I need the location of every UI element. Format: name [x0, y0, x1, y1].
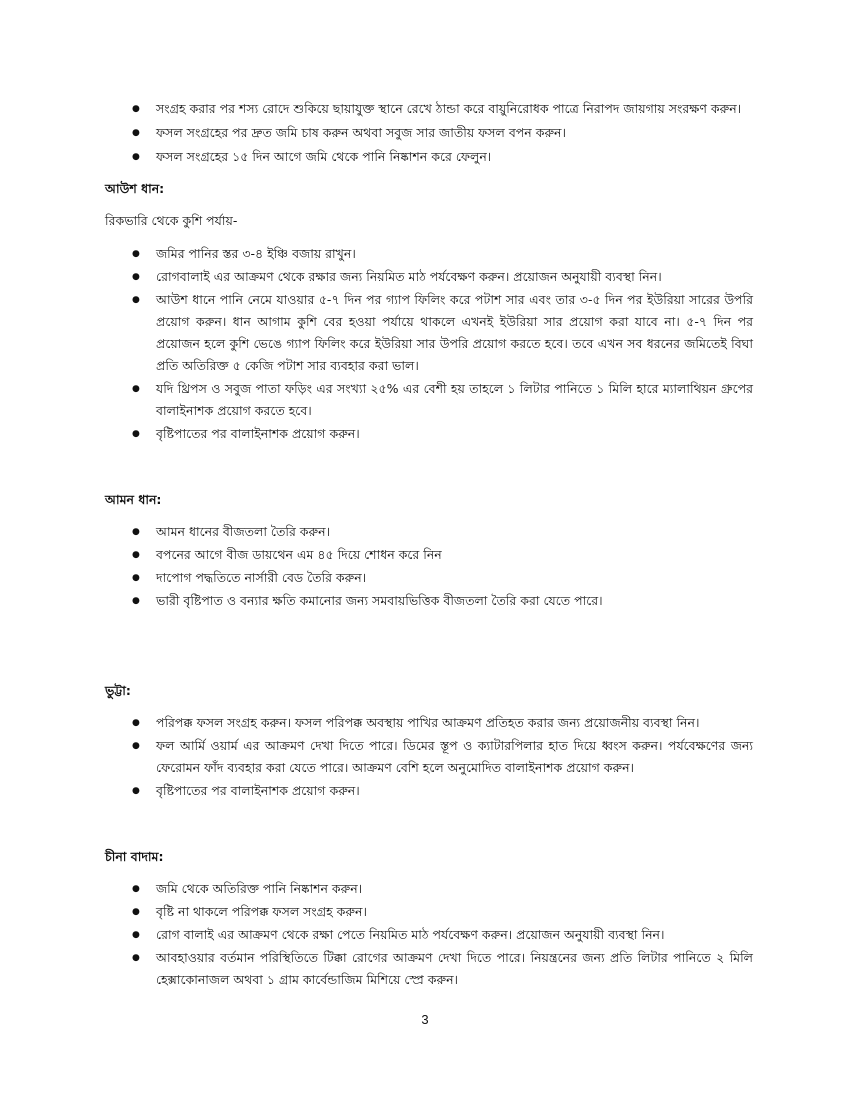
intro-bullet-list [105, 98, 753, 168]
list-item: ● জমি থেকে অতিরিক্ত পানি নিষ্কাশন করুন। [105, 878, 753, 900]
list-item: ● যদি থ্রিপস ও সবুজ পাতা ফড়িং এর সংখ্যা ২৫% এর বেশী হয় তাহলে ১ লিটার পানিতে ১ মিলি হারে ম্যালাথিয়ন গ্রুপের বালাইনাশক প্রয়োগ করতে হবে। [105, 378, 753, 422]
section-title-peanut: চীনা বাদাম: [105, 849, 164, 864]
list-item: ● দাপোগ পদ্ধতিতে নার্সারী বেড তৈরি করুন। [105, 567, 753, 589]
list-item: ● জমির পানির স্তর ৩-৪ ইঞ্চি বজায় রাখুন। [105, 243, 753, 265]
list-item: ● আবহাওয়ার বর্তমান পরিস্থিতিতে টিক্কা রোগের আক্রমণ দেখা দিতে পারে। নিয়ন্ত্রনের জন্য প্রতি লিটার পানিতে ২ মিলি হেক্সাকোনাজল অথবা ১ গ্রাম কার্বেন্ডাজিম মিশিয়ে স্প্রে করুন। [105, 947, 753, 991]
list-item: ● রোগ বালাই এর আক্রমণ থেকে রক্ষা পেতে নিয়মিত মাঠ পর্যবেক্ষণ করুন। প্রয়োজন অনুযায়ী ব্যবস্থা নিন। [105, 924, 753, 946]
section-title-maize: ভুট্টা: [105, 683, 131, 698]
peanut-bullet-list [105, 878, 753, 991]
page-number: 3 [421, 1012, 429, 1027]
list-item: ● ফসল সংগ্রহের পর দ্রুত জমি চাষ করুন অথবা সবুজ সার জাতীয় ফসল বপন করুন। [105, 122, 753, 144]
section-title-aman: আমন ধান: [105, 492, 162, 507]
list-item: ● বৃষ্টি না থাকলে পরিপক্ক ফসল সংগ্রহ করুন। [105, 901, 753, 923]
list-item: ● সংগ্রহ করার পর শস্য রোদে শুকিয়ে ছায়াযুক্ত স্থানে রেখে ঠান্ডা করে বায়ুনিরোধক পাত্রে নিরাপদ জায়গায় সংরক্ষণ করুন। [105, 98, 753, 120]
aus-bullet-list [105, 243, 753, 445]
section-subtitle-aus: রিকভারি থেকে কুশি পর্যায়- [105, 213, 238, 228]
list-item: ● বপনের আগে বীজ ডায়থেন এম ৪৫ দিয়ে শোধন করে নিন [105, 544, 753, 566]
list-item: ● বৃষ্টিপাতের পর বালাইনাশক প্রয়োগ করুন। [105, 423, 753, 445]
section-title-aus: আউশ ধান: [105, 181, 165, 196]
list-item: ● রোগবালাই এর আক্রমণ থেকে রক্ষার জন্য নিয়মিত মাঠ পর্যবেক্ষণ করুন। প্রয়োজন অনুযায়ী ব্যবস্থা নিন। [105, 266, 753, 288]
maize-bullet-list [105, 712, 753, 802]
list-item: ● পরিপক্ক ফসল সংগ্রহ করুন। ফসল পরিপক্ক অবস্থায় পাখির আক্রমণ প্রতিহত করার জন্য প্রয়োজনীয় ব্যবস্থা নিন। [105, 712, 753, 734]
aman-bullet-list [105, 521, 753, 612]
list-item: ● বৃষ্টিপাতের পর বালাইনাশক প্রয়োগ করুন। [105, 780, 753, 802]
list-item: ● ভারী বৃষ্টিপাত ও বন্যার ক্ষতি কমানোর জন্য সমবায়ভিত্তিক বীজতলা তৈরি করা যেতে পারে। [105, 590, 753, 612]
list-item: ● ফসল সংগ্রহের ১৫ দিন আগে জমি থেকে পানি নিষ্কাশন করে ফেলুন। [105, 146, 753, 168]
list-item: ● আমন ধানের বীজতলা তৈরি করুন। [105, 521, 753, 543]
page-content [105, 98, 753, 991]
list-item: ● আউশ ধানে পানি নেমে যাওয়ার ৫-৭ দিন পর গ্যাপ ফিলিং করে পটাশ সার এবং তার ৩-৫ দিন পর ইউরিয়া সারের উপরি প্রয়োগ করুন। ধান আগাম কুশি বের হওয়া পর্যায়ে থাকলে এখনই ইউরিয়া সার প্রয়োগ করা যাবে না। ৫-৭ দিন পর প্রয়োজন হলে কুশি ভেঙে গ্যাপ ফিলিং করে ইউরিয়া সার উপরি প্রয়োগ করতে হবে। তবে এখন সব ধরনের জমিতেই বিঘা প্রতি অতিরিক্ত ৫ কেজি পটাশ সার ব্যবহার করা ভাল। [105, 289, 753, 377]
list-item: ● ফল আর্মি ওয়ার্ম এর আক্রমণ দেখা দিতে পারে। ডিমের স্তূপ ও ক্যাটারপিলার হাত দিয়ে ধ্বংস করুন। পর্যবেক্ষণের জন্য ফেরোমন ফাঁদ ব্যবহার করা যেতে পারে। আক্রমণ বেশি হলে অনুমোদিত বালাইনাশক প্রয়োগ করুন। [105, 735, 753, 779]
